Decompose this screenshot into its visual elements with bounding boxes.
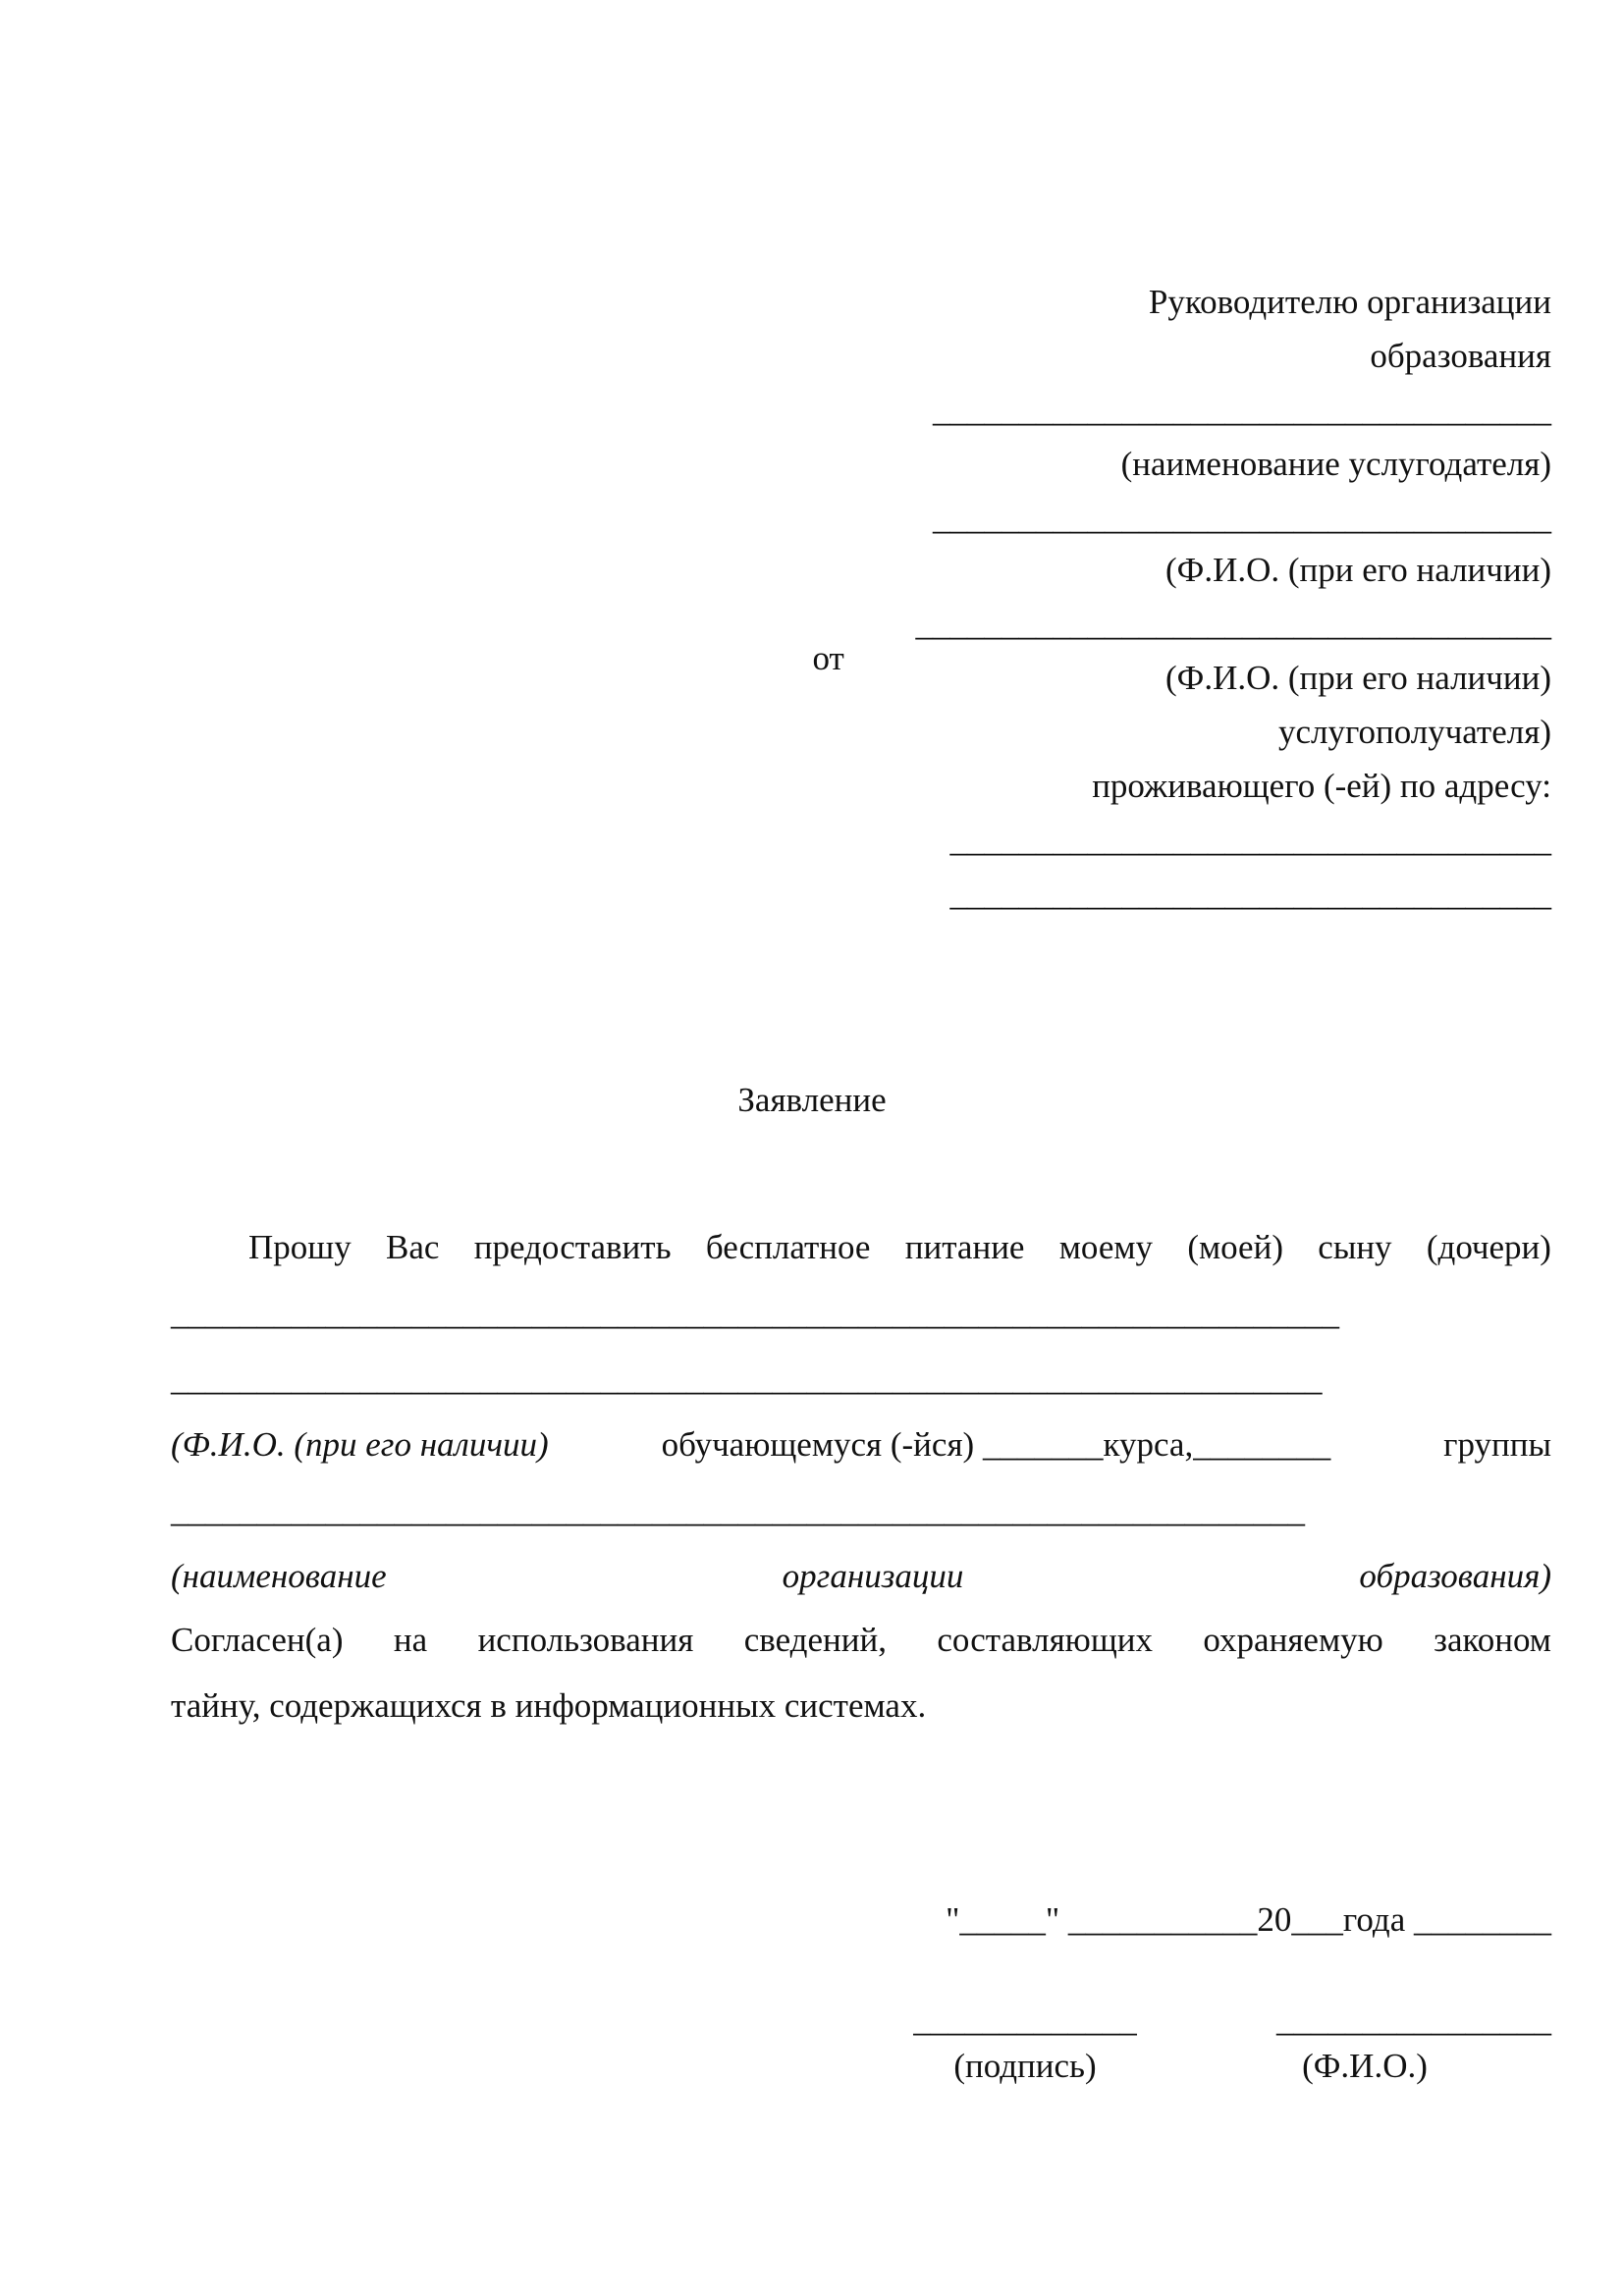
org-caption-word: (наименование bbox=[171, 1557, 387, 1595]
from-blank: _____________________________________ bbox=[915, 605, 1551, 643]
signature-column bbox=[897, 2002, 1153, 2083]
consent-word: сведений, bbox=[743, 1621, 887, 1659]
head-name-caption: (Ф.И.О. (при его наличии) bbox=[1165, 551, 1551, 589]
student-line bbox=[171, 1427, 1551, 1462]
signature-blank: _____________ bbox=[913, 2001, 1137, 2039]
consent-line-2: тайну, содержащихся в информационных системах. bbox=[171, 1686, 927, 1725]
document-title: Заявление bbox=[737, 1081, 887, 1119]
consent-word: охраняемую bbox=[1203, 1621, 1383, 1659]
request-word: сыну bbox=[1318, 1228, 1392, 1266]
signature-caption: (подпись) bbox=[953, 2047, 1097, 2085]
from-prefix: от bbox=[812, 639, 844, 677]
request-word: питание bbox=[904, 1228, 1025, 1266]
request-word: (моей) bbox=[1187, 1228, 1283, 1266]
consent-word: составляющих bbox=[937, 1621, 1154, 1659]
consent-word: на bbox=[393, 1621, 428, 1659]
student-name-caption: (Ф.И.О. (при его наличии) bbox=[171, 1425, 549, 1464]
request-word: (дочери) bbox=[1426, 1228, 1551, 1266]
name-caption: (Ф.И.О.) bbox=[1302, 2047, 1428, 2085]
address-blank-1: ___________________________________ bbox=[949, 821, 1551, 859]
addressee-line-1: Руководителю организации bbox=[1148, 283, 1551, 321]
applicant-caption-2: услугополучателя) bbox=[1277, 713, 1551, 751]
request-line bbox=[248, 1230, 1551, 1264]
date-line: "_____" ___________20___года ________ bbox=[946, 1900, 1551, 1939]
name-blank: ________________ bbox=[1276, 2001, 1551, 2039]
provider-name-caption: (наименование услугодателя) bbox=[1120, 445, 1551, 483]
request-word: Вас bbox=[386, 1228, 440, 1266]
organization-blank: __________________________________________________________________ bbox=[171, 1491, 1305, 1529]
consent-word: Согласен(а) bbox=[171, 1621, 344, 1659]
applicant-caption-1: (Ф.И.О. (при его наличии) bbox=[1165, 659, 1551, 697]
consent-word: законом bbox=[1434, 1621, 1551, 1659]
request-word: Прошу bbox=[248, 1228, 352, 1266]
provider-name-blank: ____________________________________ bbox=[933, 391, 1551, 429]
organization-caption bbox=[171, 1559, 1551, 1593]
child-name-blank-1: ____________________________________________________________________ bbox=[171, 1294, 1339, 1332]
student-course-text: обучающемуся (-йся) _______курса,________ bbox=[661, 1425, 1331, 1464]
org-caption-word: организации bbox=[782, 1557, 964, 1595]
request-word: моему bbox=[1058, 1228, 1154, 1266]
head-name-blank: ____________________________________ bbox=[933, 499, 1551, 537]
consent-word: использования bbox=[477, 1621, 694, 1659]
addressee-line-2: образования bbox=[1370, 337, 1551, 375]
name-column bbox=[1218, 2002, 1551, 2083]
address-blank-2: ___________________________________ bbox=[949, 875, 1551, 913]
consent-line-1 bbox=[171, 1623, 1551, 1657]
request-word: бесплатное bbox=[705, 1228, 871, 1266]
student-group-text: группы bbox=[1443, 1425, 1551, 1464]
child-name-blank-2: ___________________________________________________________________ bbox=[171, 1360, 1323, 1398]
org-caption-word: образования) bbox=[1359, 1557, 1551, 1595]
request-word: предоставить bbox=[473, 1228, 672, 1266]
address-label: проживающего (-ей) по адресу: bbox=[1092, 767, 1551, 805]
